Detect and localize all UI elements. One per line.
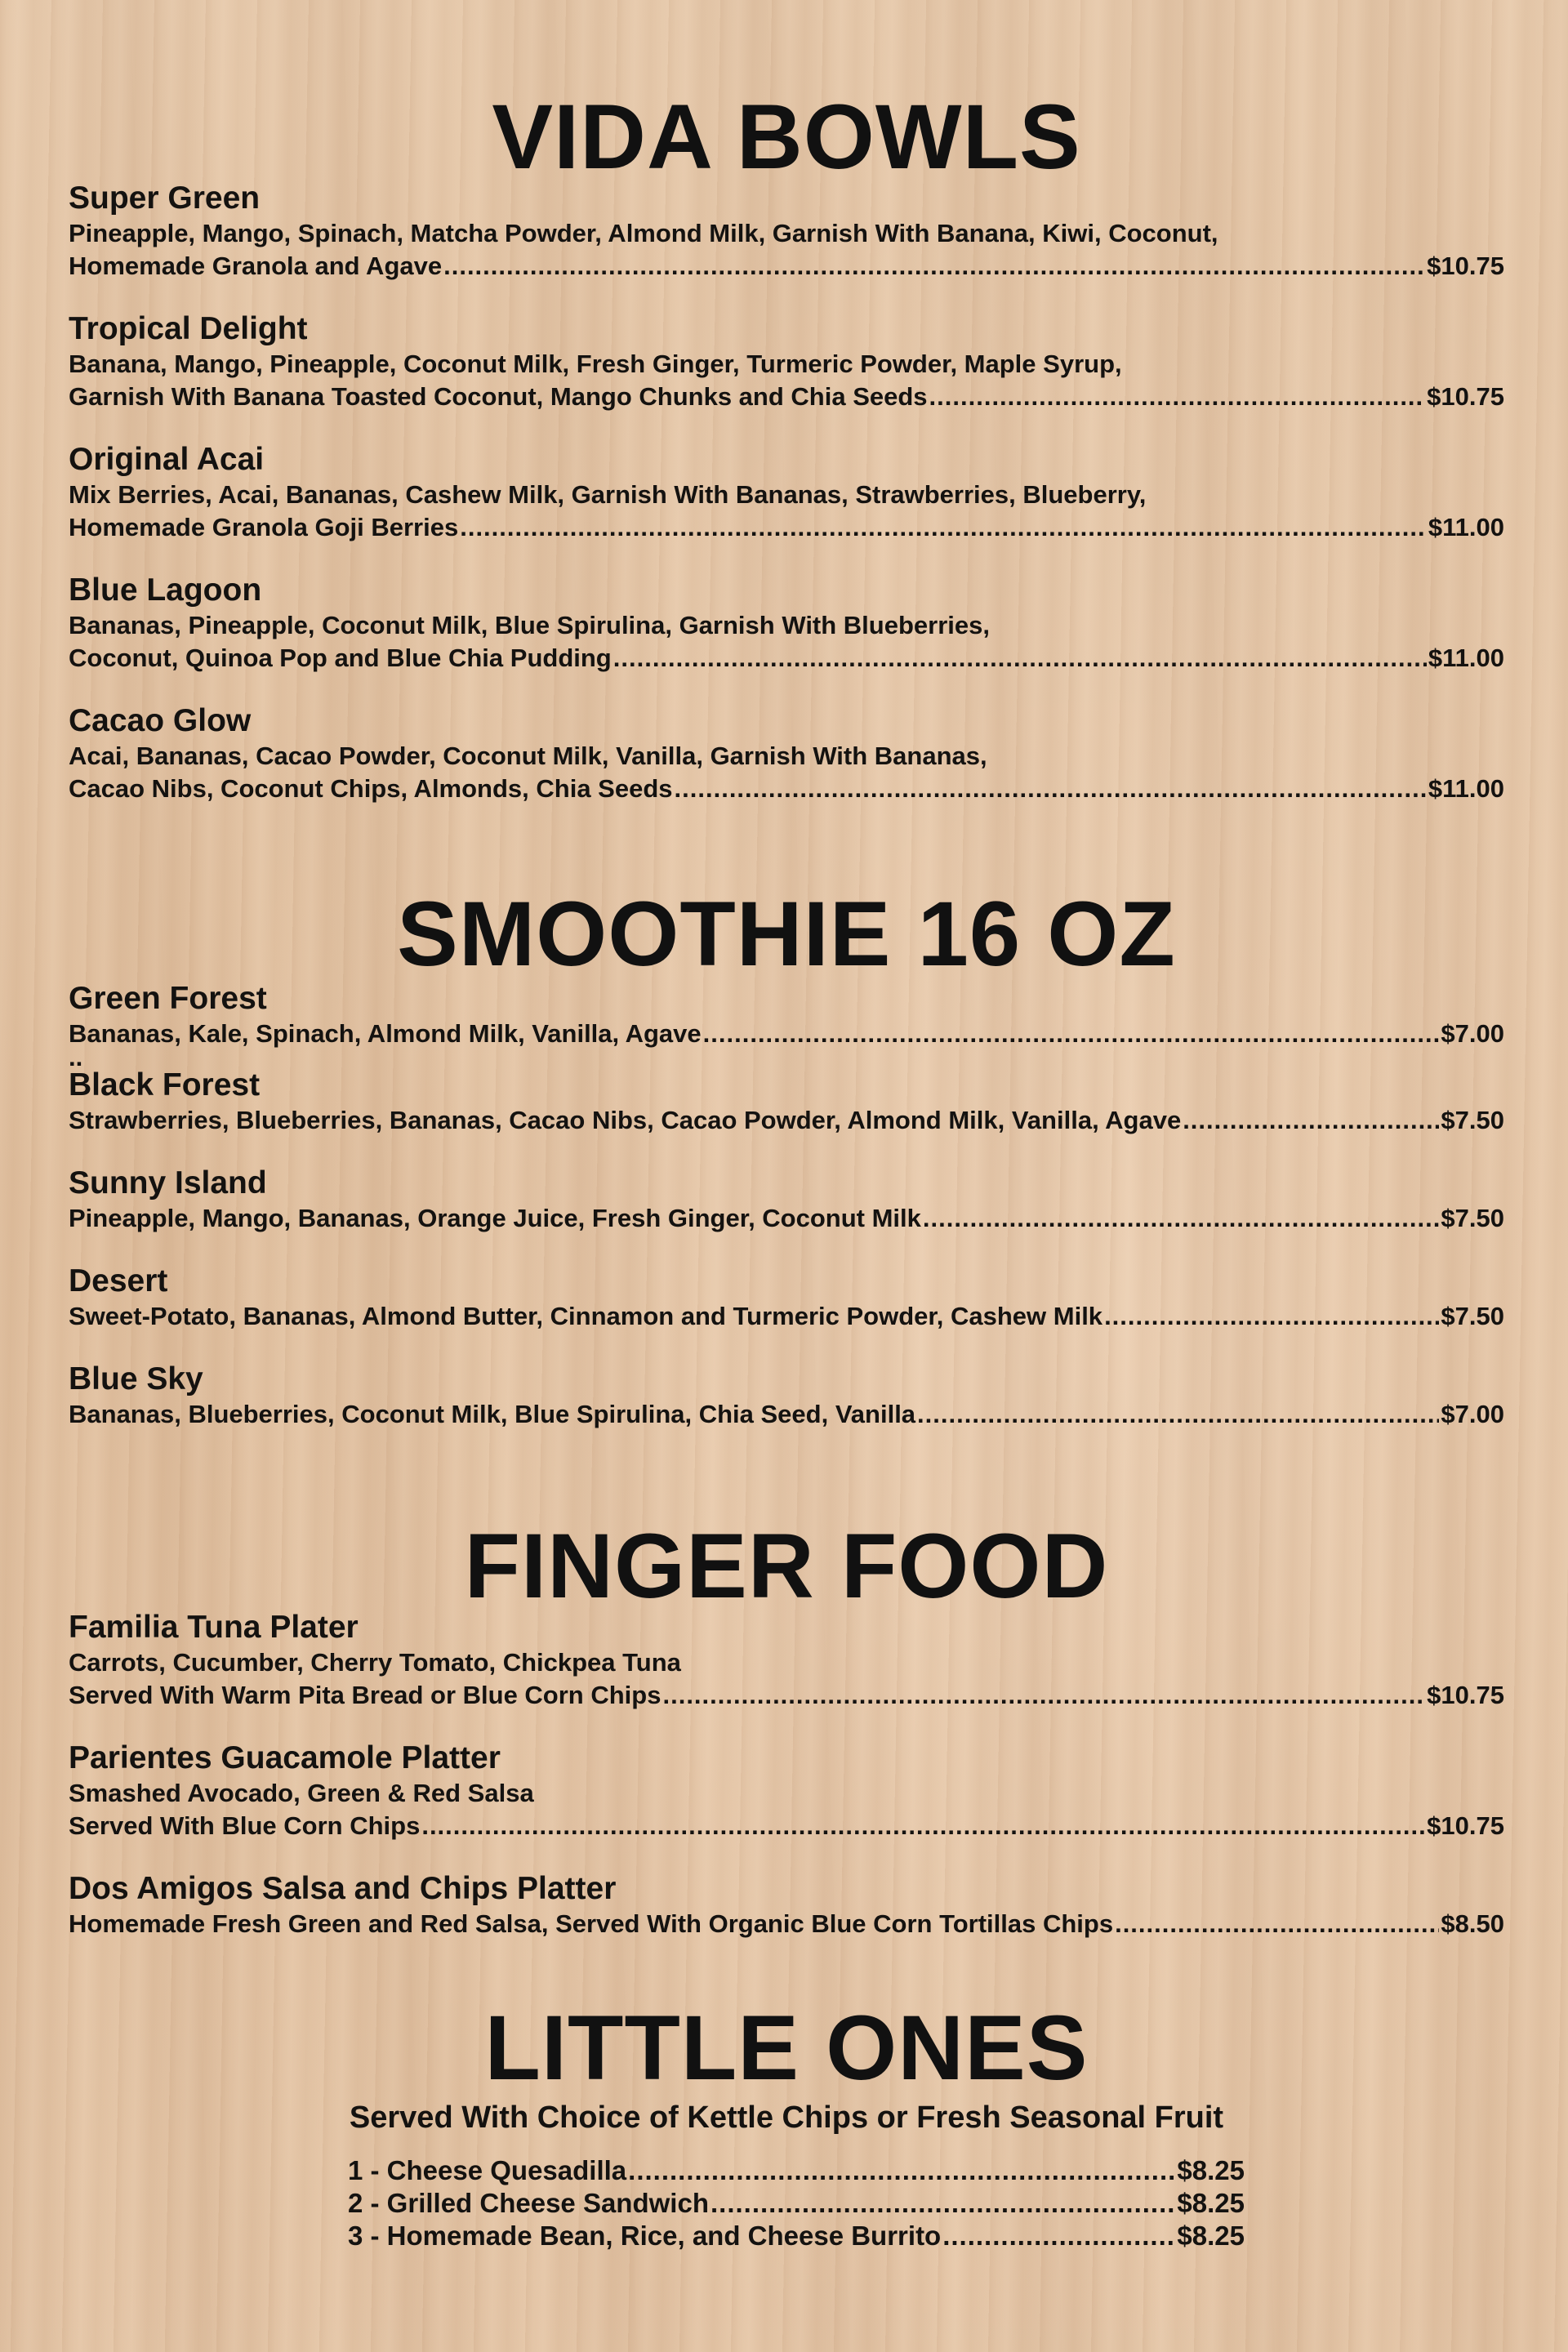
dot-leader: [929, 381, 1426, 413]
item-description: Sweet-Potato, Bananas, Almond Butter, Cinnamon and Turmeric Powder, Cashew Milk: [69, 1302, 1103, 1330]
item-price: $8.25: [1177, 2221, 1245, 2251]
vida-bowls-section: [69, 86, 1504, 805]
item-description: Banana, Mango, Pineapple, Coconut Milk, Fresh Ginger, Turmeric Powder, Maple Syrup,: [69, 350, 1122, 378]
section-subtitle: Served With Choice of Kettle Chips or Fresh Seasonal Fruit: [349, 2100, 1224, 2135]
stray-dots: ..: [69, 1043, 83, 1071]
price-line: [69, 1104, 1504, 1137]
price-line: [69, 1300, 1504, 1333]
item-description: Bananas, Kale, Spinach, Almond Milk, Vanilla, Agave: [69, 1019, 702, 1048]
item-name: Blue Lagoon: [69, 572, 262, 608]
dot-leader: [942, 2220, 1175, 2252]
menu-item: [69, 441, 1504, 544]
item-price: $10.75: [1427, 382, 1504, 411]
smoothie-section: [69, 883, 1504, 1431]
item-description: Pineapple, Mango, Spinach, Matcha Powder, Almond Milk, Garnish With Banana, Kiwi, Coconut,: [69, 219, 1218, 247]
item-price: $11.00: [1428, 513, 1504, 541]
price-line: [69, 1202, 1504, 1235]
item-label: 3 - Homemade Bean, Rice, and Cheese Burrito: [348, 2221, 942, 2251]
item-description: Garnish With Banana Toasted Coconut, Mango Chunks and Chia Seeds: [69, 382, 928, 411]
item-name: Tropical Delight: [69, 311, 308, 346]
finger-food-section: [69, 1515, 1504, 1940]
dot-leader: [675, 773, 1427, 805]
dot-leader: [628, 2154, 1175, 2187]
price-line: [69, 773, 1504, 805]
dot-leader: [703, 1018, 1440, 1050]
item-name: Blue Sky: [69, 1361, 203, 1396]
item-description: Coconut, Quinoa Pop and Blue Chia Pudding: [69, 644, 612, 672]
list-item: [348, 2154, 1245, 2187]
dot-leader: [923, 1202, 1440, 1235]
item-name: Super Green: [69, 180, 261, 216]
item-description: Homemade Granola and Agave: [69, 252, 443, 280]
item-name: Green Forest: [69, 981, 267, 1016]
price-line: [69, 381, 1504, 413]
item-price: $7.50: [1441, 1302, 1504, 1330]
item-name: Sunny Island: [69, 1165, 267, 1200]
price-line: [69, 1398, 1504, 1431]
item-price: $7.50: [1441, 1204, 1504, 1232]
price-line: [69, 1018, 1504, 1050]
little-ones-section: [69, 1997, 1504, 2136]
item-price: $11.00: [1428, 774, 1504, 803]
item-price: $11.00: [1428, 644, 1504, 672]
item-description: Served With Blue Corn Chips: [69, 1811, 421, 1840]
menu-item: [69, 1263, 1504, 1333]
item-description: Mix Berries, Acai, Bananas, Cashew Milk, Garnish With Bananas, Strawberries, Blueberry,: [69, 480, 1147, 509]
item-description: Served With Warm Pita Bread or Blue Corn Chips: [69, 1681, 662, 1709]
menu-item: [69, 310, 1504, 413]
item-name: Dos Amigos Salsa and Chips Platter: [69, 1871, 617, 1906]
item-description: Homemade Granola Goji Berries: [69, 513, 459, 541]
menu-item: [69, 1361, 1504, 1431]
item-label: 2 - Grilled Cheese Sandwich: [348, 2188, 709, 2218]
section-title: FINGER FOOD: [464, 1515, 1109, 1617]
price-line: [69, 1908, 1504, 1940]
dot-leader: [1115, 1908, 1439, 1940]
menu-item: [69, 980, 1504, 1071]
item-description: Bananas, Blueberries, Coconut Milk, Blue Spirulina, Chia Seed, Vanilla: [69, 1400, 916, 1428]
item-description: Cacao Nibs, Coconut Chips, Almonds, Chia Seeds: [69, 774, 673, 803]
item-description: Strawberries, Blueberries, Bananas, Cacao Nibs, Cacao Powder, Almond Milk, Vanilla, Agave: [69, 1106, 1182, 1134]
item-price: $7.00: [1441, 1019, 1504, 1048]
price-line: [69, 250, 1504, 283]
price-line: [69, 1679, 1504, 1712]
dot-leader: [1104, 1300, 1439, 1333]
menu-item: [69, 1165, 1504, 1235]
section-title: LITTLE ONES: [484, 1997, 1089, 2099]
list-item: [348, 2187, 1245, 2220]
item-name: Original Acai: [69, 442, 265, 477]
item-price: $8.25: [1177, 2188, 1245, 2218]
item-description: Carrots, Cucumber, Cherry Tomato, Chickpea Tuna: [69, 1648, 681, 1677]
item-price: $7.00: [1441, 1400, 1504, 1428]
item-name: Black Forest: [69, 1067, 261, 1102]
item-price: $7.50: [1441, 1106, 1504, 1134]
menu-item: [69, 702, 1504, 805]
item-name: Familia Tuna Plater: [69, 1610, 359, 1645]
price-line: [69, 642, 1504, 675]
item-label: 1 - Cheese Quesadilla: [348, 2155, 627, 2185]
item-name: Desert: [69, 1263, 168, 1298]
menu-item: [69, 1870, 1504, 1940]
dot-leader: [421, 1810, 1425, 1842]
item-price: $10.75: [1427, 1811, 1504, 1840]
kids-menu-list: [348, 2154, 1245, 2252]
menu-item: [69, 572, 1504, 675]
item-name: Parientes Guacamole Platter: [69, 1740, 501, 1775]
dot-leader: [613, 642, 1427, 675]
dot-leader: [460, 511, 1427, 544]
menu-item: [69, 1740, 1504, 1842]
item-description: Acai, Bananas, Cacao Powder, Coconut Milk, Vanilla, Garnish With Bananas,: [69, 742, 987, 770]
dot-leader: [443, 250, 1425, 283]
section-title: VIDA BOWLS: [492, 86, 1081, 188]
menu-item: [69, 180, 1504, 283]
section-title: SMOOTHIE 16 OZ: [397, 883, 1176, 985]
item-price: $8.50: [1441, 1909, 1504, 1938]
item-description: Bananas, Pineapple, Coconut Milk, Blue Spirulina, Garnish With Blueberries,: [69, 611, 990, 639]
dot-leader: [710, 2187, 1175, 2220]
dot-leader: [662, 1679, 1425, 1712]
item-description: Homemade Fresh Green and Red Salsa, Served With Organic Blue Corn Tortillas Chips: [69, 1909, 1114, 1938]
dot-leader: [917, 1398, 1439, 1431]
list-item: [348, 2220, 1245, 2252]
item-price: $10.75: [1427, 252, 1504, 280]
item-description: Smashed Avocado, Green & Red Salsa: [69, 1779, 534, 1807]
item-name: Cacao Glow: [69, 703, 252, 738]
menu-item: [69, 1609, 1504, 1712]
item-price: $8.25: [1177, 2155, 1245, 2185]
dot-leader: [1183, 1104, 1439, 1137]
item-description: Pineapple, Mango, Bananas, Orange Juice, Fresh Ginger, Coconut Milk: [69, 1204, 921, 1232]
item-price: $10.75: [1427, 1681, 1504, 1709]
menu-item: [69, 1067, 1504, 1137]
price-line: [69, 1810, 1504, 1842]
price-line: [69, 511, 1504, 544]
